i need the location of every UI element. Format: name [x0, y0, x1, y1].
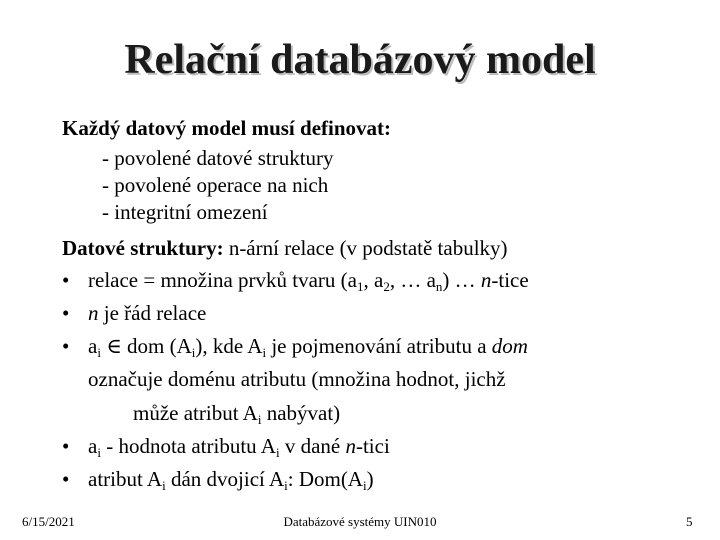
b4-part: a [88, 434, 98, 458]
b1-sub: 1 [356, 279, 364, 294]
intro-heading-text: Každý datový model musí definovat: [62, 116, 392, 140]
b3-part: ), kde A [195, 334, 263, 358]
bullet-4-marker: • [62, 434, 70, 458]
b5-part: ) [366, 467, 374, 491]
b5-sub: i [162, 478, 166, 493]
b1-part: , a [363, 268, 384, 292]
b5-part: dán dvojicí A [165, 467, 285, 491]
b4-part: -tici [355, 434, 390, 458]
b3-sub: i [262, 345, 267, 360]
b3-cont-part: může atribut A [133, 401, 258, 425]
b4-emphasis: n [345, 434, 356, 458]
b1-sub: n [435, 279, 443, 294]
structures-label: Datové struktury: [62, 236, 224, 260]
structures-text: n-ární relace (v podstatě tabulky) [223, 236, 508, 260]
b3-part: je pojmenování atributu a [266, 334, 492, 358]
bullet-5-marker: • [62, 467, 70, 491]
b1-sub: 2 [383, 279, 390, 294]
bullet-3-continuation-1: označuje doménu atributu (množina hodnot, jichž [88, 367, 506, 391]
b1-part: , … a [389, 268, 436, 292]
intro-item-1: - povolené datové struktury [102, 146, 334, 170]
b3-part: a [88, 334, 98, 358]
b1-emphasis: n [480, 268, 492, 292]
intro-item-2: - povolené operace na nich [102, 173, 329, 197]
bullet-4-text [88, 434, 390, 458]
slide-title: Relační databázový model [124, 37, 596, 83]
b1-part: relace = množina prvků tvaru (a [88, 268, 357, 292]
b3-cont-part: nabývat) [261, 401, 341, 425]
bullet-3-marker: • [62, 334, 70, 358]
b3-sub: i [191, 345, 196, 360]
b3-part: ∈ dom (A [100, 334, 192, 358]
b4-sub: i [275, 445, 280, 460]
b5-part: atribut A [88, 467, 163, 491]
b5-sub: i [284, 478, 288, 493]
intro-item-3: - integritní omezení [102, 200, 268, 224]
b2-part: je řád relace [98, 301, 207, 325]
b4-part: v dané [279, 434, 346, 458]
b5-sub: i [362, 478, 367, 493]
b4-part: - hodnota atributu A [100, 434, 276, 458]
b3-cont-sub: i [257, 412, 262, 427]
bullet-2-marker: • [62, 301, 70, 325]
bullet-2-text [88, 301, 206, 325]
footer-course: Databázové systémy UIN010 [283, 514, 437, 529]
bullet-3-text [88, 334, 528, 358]
structures-line [62, 236, 508, 260]
b4-sub: i [97, 445, 101, 460]
b1-part: -tice [491, 268, 529, 292]
bullet-5-text [88, 467, 374, 491]
b5-part: : Dom(A [287, 467, 363, 491]
footer-date: 6/15/2021 [22, 514, 75, 529]
b3-emphasis: dom [491, 334, 528, 358]
b3-sub: i [97, 345, 101, 360]
bullet-3-continuation-2 [133, 401, 340, 425]
bullet-1-text [88, 268, 529, 292]
footer-page-number: 5 [686, 514, 693, 529]
bullet-1-marker: • [62, 268, 70, 292]
b2-emphasis: n [88, 301, 99, 325]
b1-part: ) … [442, 268, 481, 292]
intro-heading [62, 116, 391, 140]
